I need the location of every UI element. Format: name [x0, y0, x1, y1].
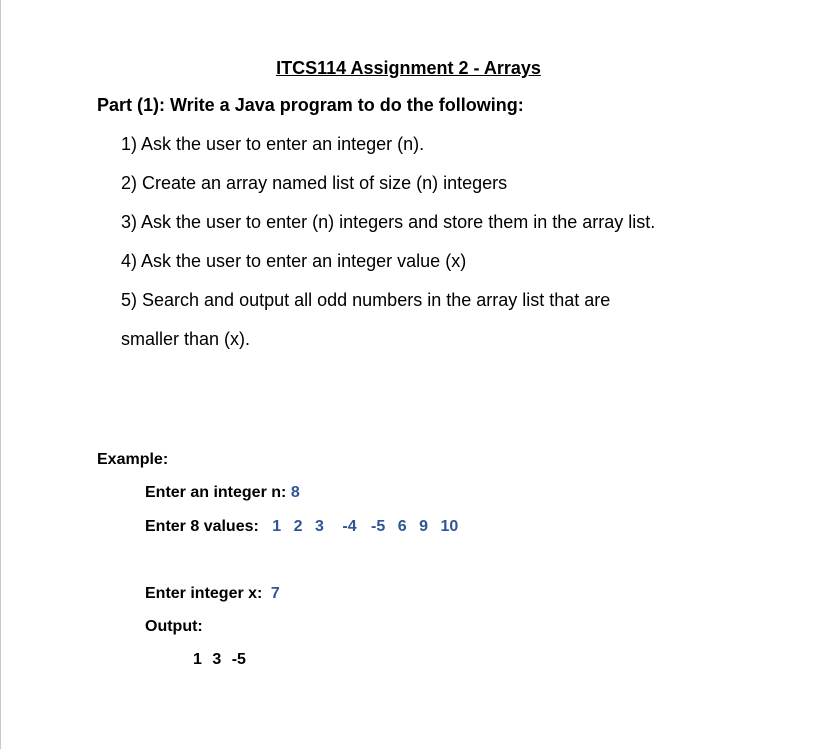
step-1: 1) Ask the user to enter an integer (n). [121, 134, 425, 154]
enter-values-prompt: Enter 8 values: [145, 518, 259, 535]
enter-values-line [145, 518, 466, 536]
entered-value: 10 [440, 518, 459, 535]
enter-x-prompt: Enter integer x: [145, 585, 263, 602]
enter-n-value: 8 [290, 484, 300, 501]
example-label: Example: [97, 451, 169, 468]
enter-n-line [145, 484, 300, 502]
step-4: 4) Ask the user to enter an integer value (x) [121, 251, 467, 271]
enter-n-prompt: Enter an integer n: [145, 484, 287, 501]
part-heading: Part (1): Write a Java program to do the following: [97, 95, 524, 115]
output-label: Output: [145, 618, 203, 635]
step-2: 2) Create an array named list of size (n) integers [121, 173, 508, 193]
entered-value: -4 [342, 518, 357, 535]
step-5-continued: smaller than (x). [121, 329, 251, 349]
entered-value: 1 [272, 518, 282, 535]
entered-value: 2 [293, 518, 303, 535]
entered-value: -5 [371, 518, 386, 535]
entered-value: 3 [315, 518, 324, 535]
entered-value: 9 [419, 518, 428, 535]
assignment-title: ITCS114 Assignment 2 - Arrays [276, 58, 541, 78]
enter-x-value: 7 [270, 585, 280, 602]
entered-value: 6 [397, 518, 407, 535]
output-values: 1 3 -5 [193, 651, 246, 668]
step-5: 5) Search and output all odd numbers in the array list that are [121, 290, 611, 310]
step-3: 3) Ask the user to enter (n) integers and store them in the array list. [121, 212, 656, 232]
enter-x-line [145, 585, 280, 603]
entered-values [272, 518, 466, 535]
